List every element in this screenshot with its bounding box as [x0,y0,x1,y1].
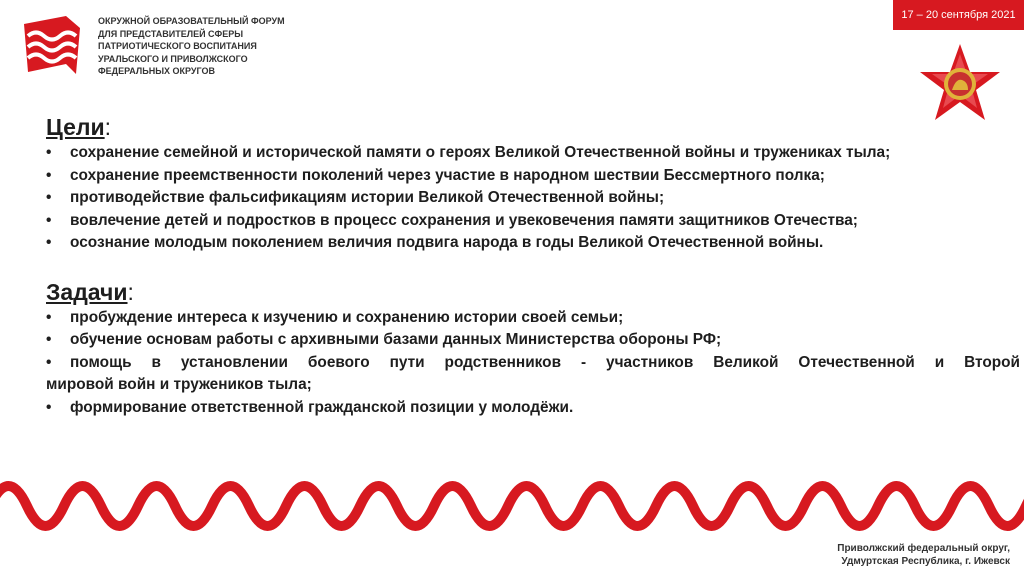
goals-title: Цели [46,114,105,140]
list-item-text: • помощь в установлении боевого пути родственников - участников Великой Отечественной и Второй [70,353,1020,371]
footer-location [750,543,1010,568]
list-item: • формирование ответственной гражданской позиции у молодёжи. [46,397,1020,420]
organization-title [98,15,338,78]
list-item [46,352,1020,397]
list-item-continuation: мировой войн и тружеников тыла; [46,376,312,393]
org-line: ОКРУЖНОЙ ОБРАЗОВАТЕЛЬНЫЙ ФОРУМ [98,16,285,26]
list-item: • осознание молодым поколением величия подвига народа в годы Великой Отечественной войны. [46,232,1020,255]
main-content [46,112,1020,419]
list-item: • противодействие фальсификациям истории Великой Отечественной войны; [46,187,1020,210]
list-item: • пробуждение интереса к изучению и сохранению истории своей семьи; [46,307,1020,330]
footer-line: Удмуртская Республика, г. Ижевск [841,555,1010,567]
list-item: • сохранение семейной и исторической памяти о героях Великой Отечественной войны и тружениках тыла; [46,142,1020,165]
tasks-list [46,307,1020,420]
forum-logo-icon [22,14,82,76]
decorative-wave [0,476,1024,536]
org-line: ПАТРИОТИЧЕСКОГО ВОСПИТАНИЯ [98,41,257,52]
goals-heading: Цели: [46,114,112,140]
org-line: ФЕДЕРАЛЬНЫХ ОКРУГОВ [98,66,215,77]
tasks-heading: Задачи: [46,278,134,305]
list-item: • вовлечение детей и подростков в процесс сохранения и увековечения памяти защитников Отечества; [46,210,1020,233]
list-item: • сохранение преемственности поколений через участие в народном шествии Бессмертного полка; [46,165,1020,188]
footer-line: Приволжский федеральный округ, [837,543,1010,554]
org-line: УРАЛЬСКОГО И ПРИВОЛЖСКОГО [98,53,248,64]
goals-list [46,142,1020,255]
tasks-title: Задачи [46,278,128,305]
red-star-emblem-icon [918,42,1002,122]
date-badge: 17 – 20 сентября 2021 [893,0,1024,30]
org-line: ДЛЯ ПРЕДСТАВИТЕЛЕЙ СФЕРЫ [98,28,244,39]
list-item: • обучение основам работы с архивными базами данных Министерства обороны РФ; [46,329,1020,352]
